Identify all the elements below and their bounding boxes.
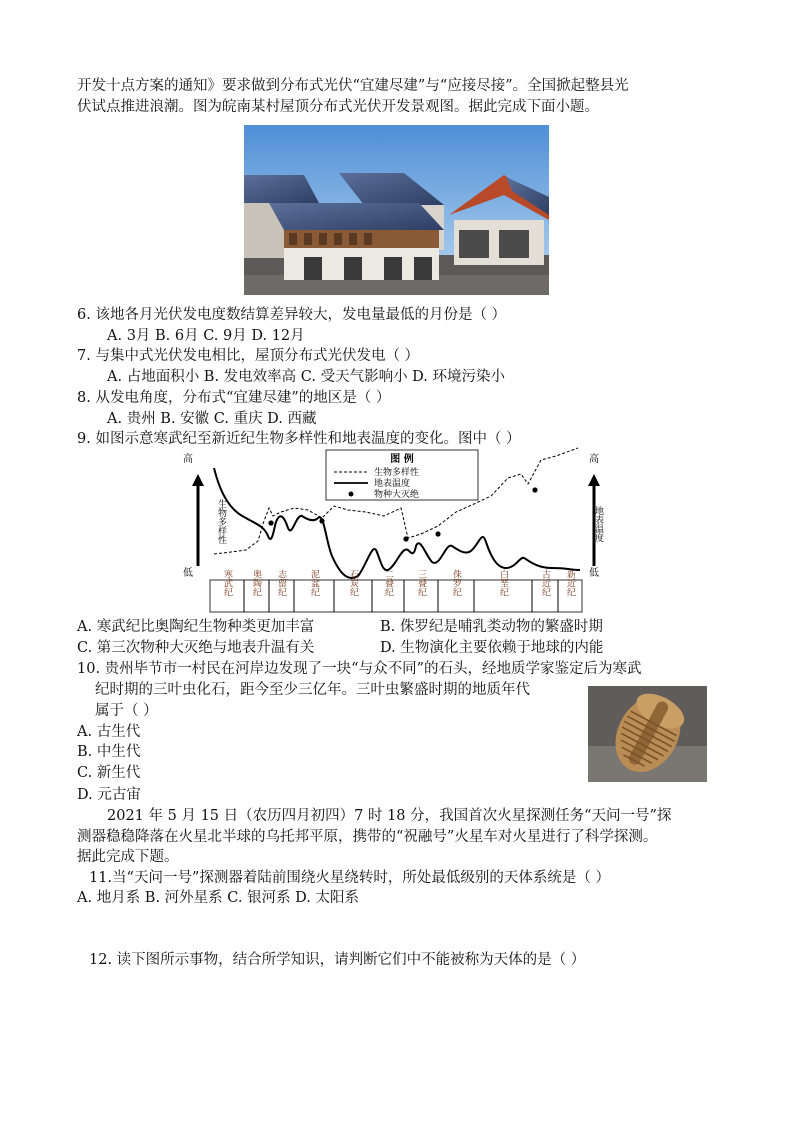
- right-axis-label: 地表温度: [593, 506, 603, 542]
- extinction-point: [319, 518, 324, 523]
- chart-legend: [326, 450, 478, 500]
- trilobite-fossil-photo: [588, 686, 707, 782]
- q9-option-b: B. 侏罗纪是哺乳类动物的繁盛时期: [380, 619, 603, 635]
- q10-stem-3: 属于（ ）: [95, 703, 158, 719]
- period-cambrian: 寒武纪: [222, 569, 232, 597]
- right-axis-high: 高: [589, 454, 599, 465]
- intro-line-2: 伏试点推进浪潮。图为皖南某村屋顶分布式光伏开发景观图。据此完成下面小题。: [77, 99, 599, 115]
- extinction-point: [268, 520, 273, 525]
- q12-stem: 12. 读下图所示事物，结合所学知识，请判断它们中不能被称为天体的是（ ）: [89, 952, 586, 968]
- intro-line-1: 开发十点方案的通知》要求做到分布式光伏“宜建尽建”与“应接尽接”。全国掀起整县光: [77, 78, 629, 94]
- q7-options: A. 占地面积小 B. 发电效率高 C. 受天气影响小 D. 环境污染小: [107, 369, 506, 385]
- legend-swatch-extinction: [349, 492, 354, 497]
- legend-extinction: 物种大灭绝: [374, 490, 420, 500]
- legend-biodiversity: 生物多样性: [374, 468, 420, 478]
- period-cretaceous: 白垩纪: [498, 569, 508, 597]
- q10-option-c: C. 新生代: [77, 765, 141, 781]
- period-neogene: 新近纪: [565, 569, 575, 597]
- biodiversity-temperature-chart: [176, 446, 606, 614]
- extinction-point: [403, 536, 408, 541]
- q10-stem-2: 纪时期的三叶虫化石，距今至少三亿年。三叶虫繁盛时期的地质年代: [95, 682, 530, 698]
- rooftop-solar-photo: [244, 125, 549, 295]
- q10-option-b: B. 中生代: [77, 744, 141, 760]
- period-strip: [210, 568, 582, 612]
- period-permian: 二叠纪: [383, 569, 393, 597]
- right-axis-low: 低: [589, 568, 599, 579]
- passage-line-3: 据此完成下题。: [77, 849, 179, 865]
- left-axis-high: 高: [183, 454, 193, 465]
- q10-option-d: D. 元古宙: [77, 787, 141, 803]
- passage-line-2: 测器稳稳降落在火星北半球的乌托邦平原，携带的“祝融号”火星车对火星进行了科学探测。: [77, 829, 658, 845]
- q7-stem: 7. 与集中式光伏发电相比，屋顶分布式光伏发电（ ）: [77, 348, 420, 364]
- period-jurassic: 侏罗纪: [451, 569, 461, 597]
- q8-options: A. 贵州 B. 安徽 C. 重庆 D. 西藏: [107, 411, 317, 427]
- period-silurian: 志留纪: [276, 569, 286, 597]
- q8-stem: 8. 从发电角度，分布式“宜建尽建”的地区是（ ）: [77, 390, 391, 406]
- q10-option-a: A. 古生代: [77, 724, 141, 740]
- q9-option-d: D. 生物演化主要依赖于地球的内能: [380, 640, 604, 656]
- left-axis-label: [181, 498, 227, 545]
- passage-line-1: 2021 年 5 月 15 日（农历四月初四）7 时 18 分，我国首次火星探测任务“天问一号”探: [107, 808, 672, 824]
- extinction-point: [532, 487, 537, 492]
- period-paleogene: 古近纪: [540, 569, 550, 597]
- q6-stem: 6. 该地各月光伏发电度数结算差异较大，发电量最低的月份是（ ）: [77, 307, 507, 323]
- legend-temperature: 地表温度: [374, 479, 411, 489]
- q9-option-c: C. 第三次物种大灭绝与地表升温有关: [77, 640, 315, 656]
- q6-options: A. 3月 B. 6月 C. 9月 D. 12月: [107, 328, 305, 344]
- q9-option-a: A. 寒武纪比奥陶纪生物种类更加丰富: [77, 619, 315, 635]
- q11-stem: 11.当“天问一号”探测器着陆前围绕火星绕转时，所处最低级别的天体系统是（ ）: [89, 870, 610, 886]
- q9-stem: 9. 如图示意寒武纪至新近纪生物多样性和地表温度的变化。图中（ ）: [77, 431, 521, 447]
- left-axis-low: 低: [183, 568, 193, 579]
- left-axis-label-text: 生物多样性: [181, 499, 226, 509]
- q10-stem-1: 10. 贵州毕节市一村民在河岸边发现了一块“与众不同”的石头，经地质学家鉴定后为寒武: [77, 661, 642, 677]
- period-ordovician: 奥陶纪: [251, 569, 261, 597]
- period-carboniferous: 石炭纪: [348, 569, 358, 597]
- q11-options: A. 地月系 B. 河外星系 C. 银河系 D. 太阳系: [77, 890, 360, 906]
- extinction-point: [435, 531, 440, 536]
- legend-title: 图 例: [390, 454, 414, 465]
- period-devonian: 泥盆纪: [309, 569, 319, 597]
- period-triassic: 三叠纪: [416, 569, 426, 597]
